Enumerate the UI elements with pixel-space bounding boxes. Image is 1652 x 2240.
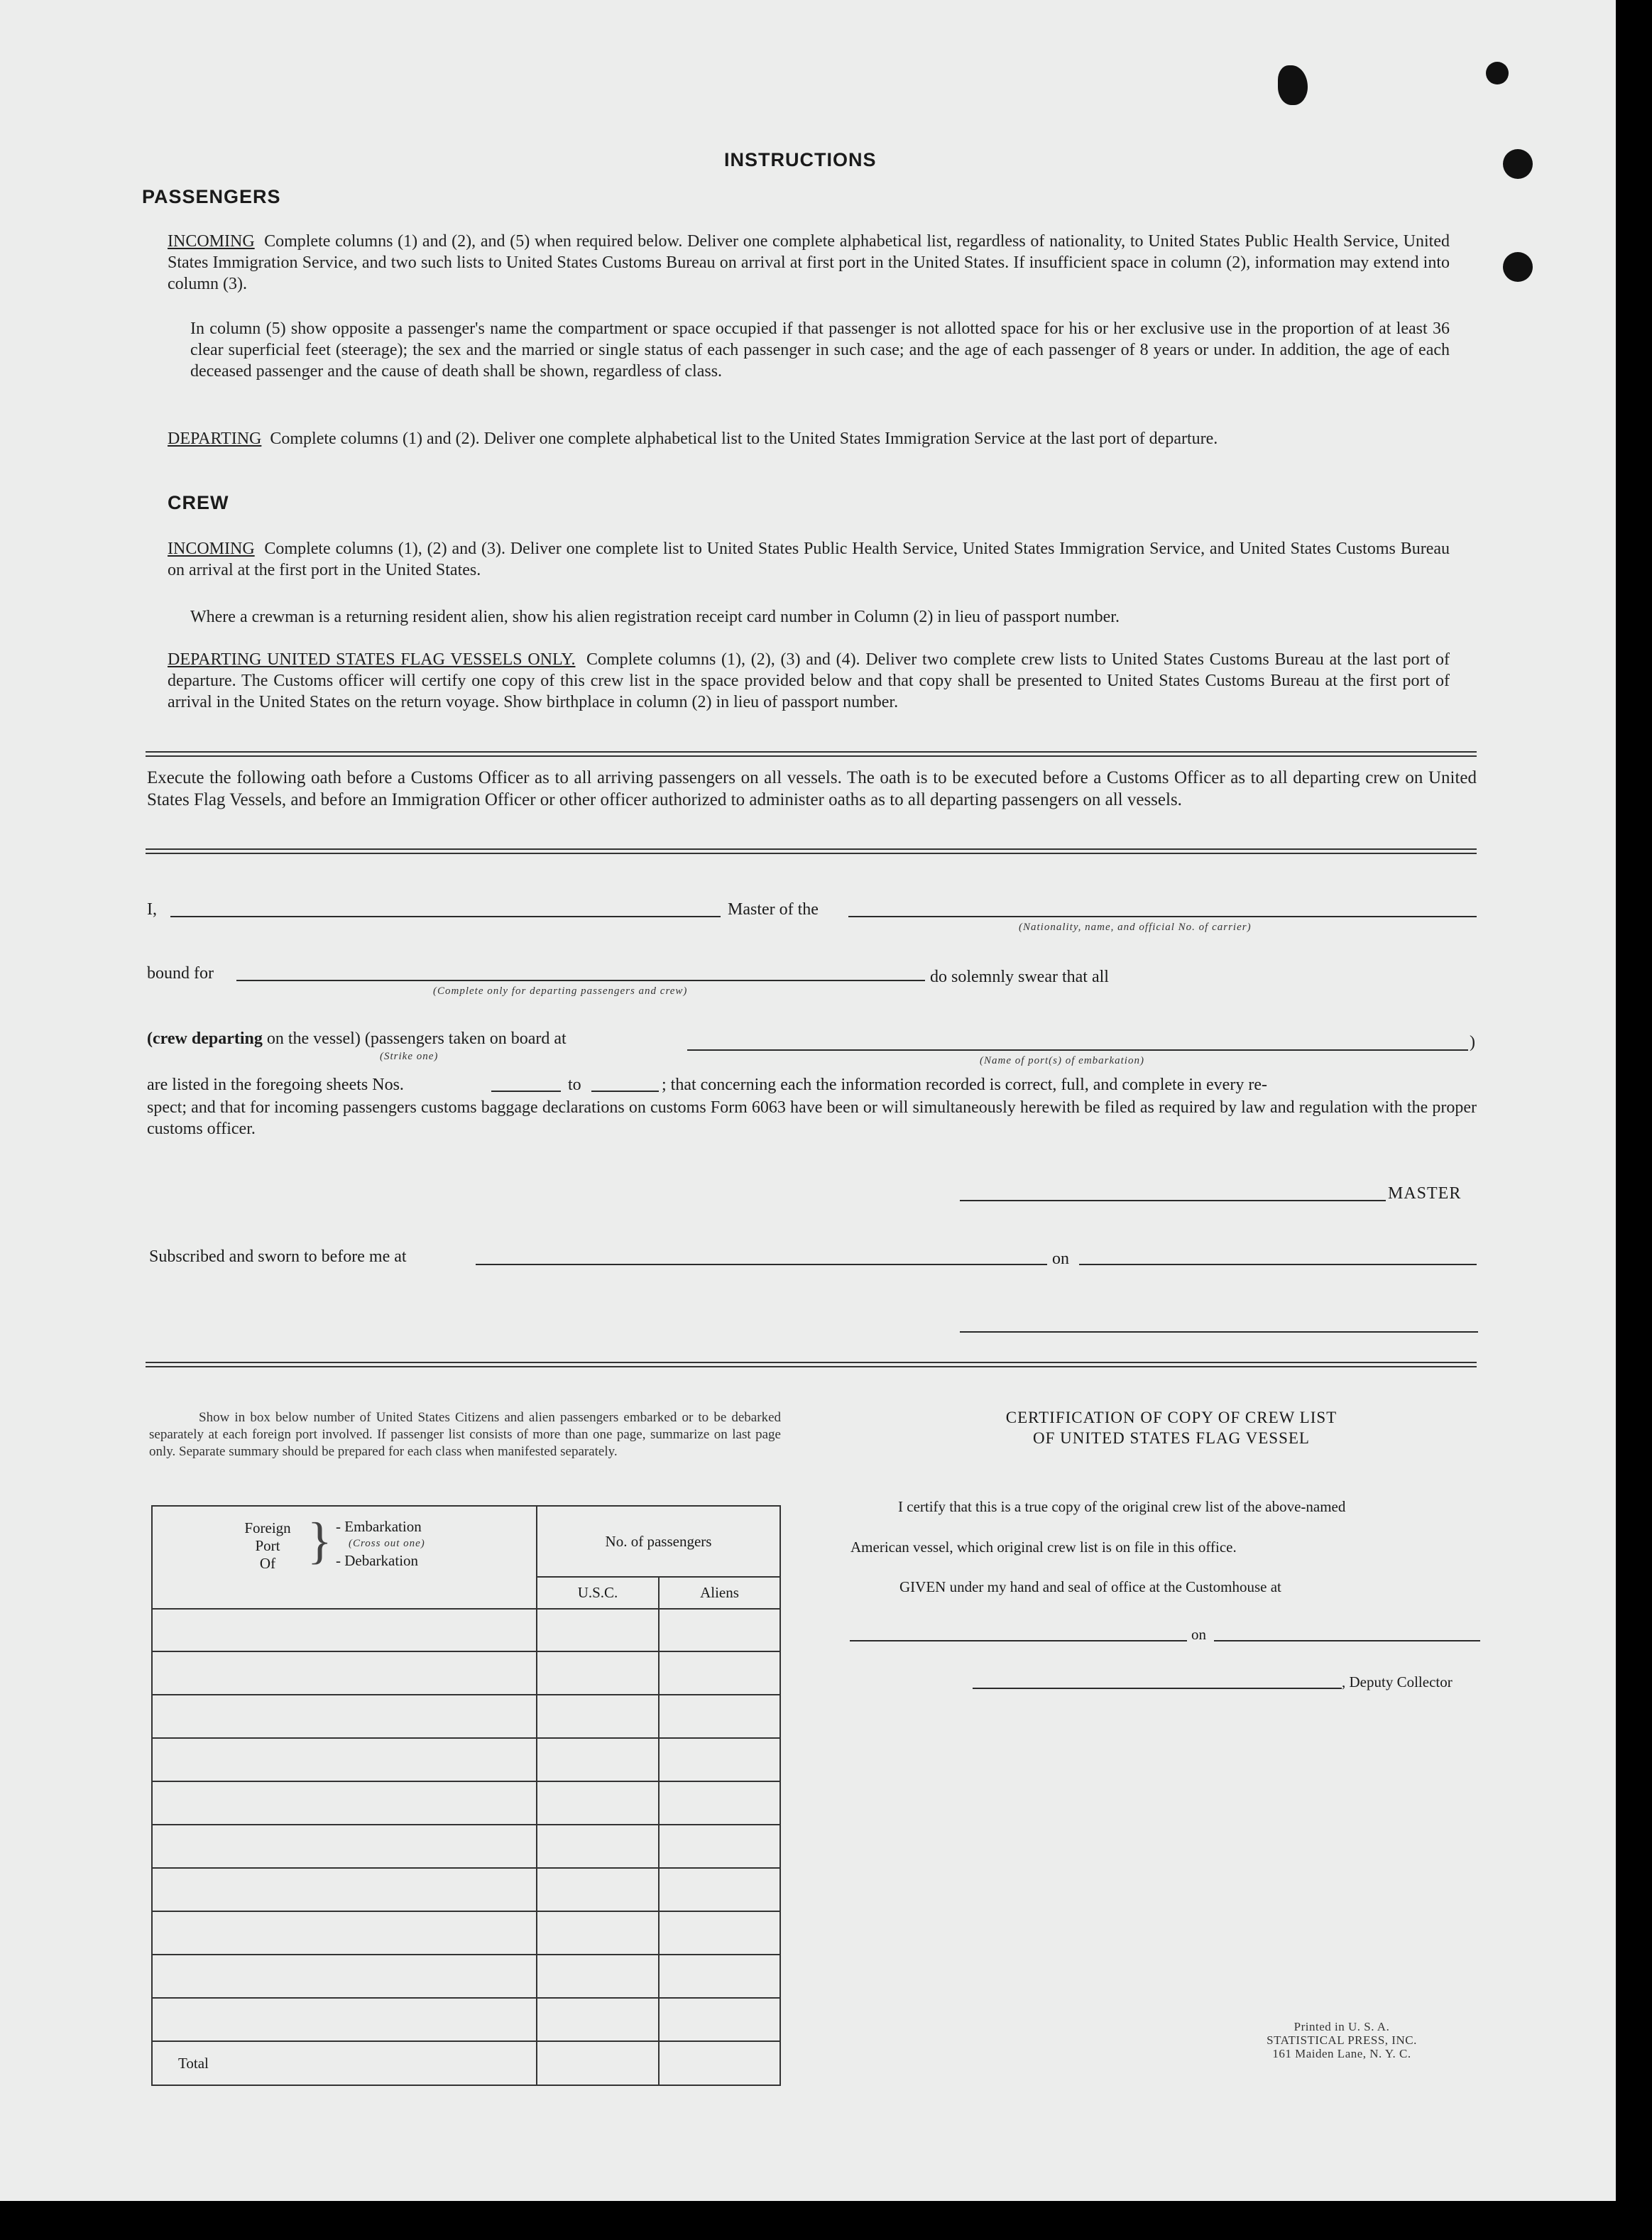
punch-hole — [1503, 149, 1533, 179]
incoming-label: INCOMING — [168, 232, 255, 251]
usc-cell[interactable] — [537, 1781, 659, 1825]
aliens-cell[interactable] — [659, 1955, 780, 1998]
carrier-field[interactable] — [848, 916, 1477, 917]
usc-cell[interactable] — [537, 1695, 659, 1738]
aliens-cell[interactable] — [659, 1868, 780, 1911]
passenger-summary-table — [151, 1505, 781, 2086]
port-cell[interactable] — [152, 1695, 537, 1738]
certify-line2: American vessel, which original crew list is on file in this office. — [850, 1539, 1237, 1556]
departing-label: DEPARTING — [168, 430, 262, 448]
bound-for-label: bound for — [147, 964, 214, 983]
foreign-label: Foreign — [244, 1519, 291, 1536]
passengers-heading: PASSENGERS — [142, 186, 281, 207]
sworn-on-label: on — [1052, 1250, 1069, 1268]
usc-cell[interactable] — [537, 1998, 659, 2041]
master-signature-label: MASTER — [1388, 1184, 1462, 1203]
divider — [146, 853, 1477, 854]
divider — [146, 1366, 1477, 1367]
crew-incoming-text: Complete columns (1), (2) and (3). Deliver one complete list to United States Public Health Service, United States Immigration Service, and United States Customs Bureau on arrival at the first port in the United States. — [168, 540, 1450, 579]
port-cell[interactable] — [152, 1998, 537, 2041]
sworn-date-field[interactable] — [1079, 1264, 1477, 1265]
aliens-cell[interactable] — [659, 1911, 780, 1955]
bound-caption: (Complete only for departing passengers and crew) — [433, 985, 688, 997]
usc-cell[interactable] — [537, 1651, 659, 1695]
oath-intro: Execute the following oath before a Customs Officer as to all arriving passengers on all vessels. The oath is to be executed before a Customs Officer as to all departing crew on United States Flag Vessels, and before an Immigration Officer or other officer authorized to administer oaths as to all departing passengers on all vessels. — [147, 768, 1477, 809]
embarkation-port-field[interactable] — [687, 1049, 1468, 1051]
i-label: I, — [147, 900, 157, 919]
cert-on-label: on — [1191, 1626, 1206, 1643]
port-cell[interactable] — [152, 1609, 537, 1651]
usc-cell[interactable] — [537, 1911, 659, 1955]
master-signature-field[interactable] — [960, 1200, 1386, 1201]
passengers-taken: (passengers taken on board at — [364, 1029, 567, 1048]
usc-cell[interactable] — [537, 1868, 659, 1911]
debarkation-label[interactable]: - Debarkation — [336, 1552, 419, 1569]
certification-title-line2: OF UNITED STATES FLAG VESSEL — [1033, 1429, 1310, 1447]
port-cell[interactable] — [152, 1911, 537, 1955]
crew-incoming-paragraph — [168, 538, 1450, 581]
aliens-cell[interactable] — [659, 1825, 780, 1868]
instructions-title: INSTRUCTIONS — [724, 149, 877, 170]
usc-header: U.S.C. — [537, 1577, 659, 1609]
sheets-label: are listed in the foregoing sheets Nos. — [147, 1076, 404, 1094]
customhouse-field[interactable] — [850, 1640, 1187, 1641]
crew-departing-text: Complete columns (1), (2), (3) and (4). Deliver two complete crew lists to United States Customs Bureau at the last port of departure. The Customs officer will certify one copy of this crew list in the space provided below and that copy shall be presented to United States Customs Bureau at the first port of arrival in the United States on the return voyage. Show birthplace in column (2) in lieu of passport number. — [168, 650, 1450, 711]
departing-text: Complete columns (1) and (2). Deliver one complete alphabetical list to the United States Immigration Service at the last port of departure. — [270, 430, 1218, 448]
sheet-from-field[interactable] — [491, 1091, 561, 1092]
port-cell[interactable] — [152, 1868, 537, 1911]
total-label: Total — [152, 2041, 537, 2085]
port-cell[interactable] — [152, 1825, 537, 1868]
cert-date-field[interactable] — [1214, 1640, 1480, 1641]
punch-hole — [1486, 62, 1509, 84]
on-the-vessel: on the vessel) — [266, 1029, 361, 1048]
master-of-the-label: Master of the — [728, 900, 819, 919]
to-label: to — [568, 1076, 581, 1094]
close-paren: ) — [1470, 1033, 1475, 1051]
punch-hole — [1503, 252, 1533, 282]
aliens-cell[interactable] — [659, 1651, 780, 1695]
port-cell[interactable] — [152, 1651, 537, 1695]
deputy-signature-field[interactable] — [973, 1688, 1342, 1689]
listed-rest: ; that concerning each the information recorded is correct, full, and complete in every re- — [662, 1076, 1267, 1094]
printer-line3: 161 Maiden Lane, N. Y. C. — [1272, 2047, 1411, 2060]
aliens-cell[interactable] — [659, 1738, 780, 1781]
aliens-header: Aliens — [659, 1577, 780, 1609]
incoming-text: Complete columns (1) and (2), and (5) when required below. Deliver one complete alphabetical list, regardless of nationality, to United States Public Health Service, United States Immigration Service, and two such lists to United States Customs Bureau on arrival at first port in the United States. If insufficient space in column (2), information may extend into column (3). — [168, 232, 1450, 293]
brace-icon: } — [307, 1512, 332, 1569]
carrier-caption: (Nationality, name, and official No. of carrier) — [1019, 922, 1252, 933]
embark-debark — [336, 1518, 425, 1569]
aliens-cell[interactable] — [659, 1998, 780, 2041]
embarkation-label[interactable]: - Embarkation — [336, 1518, 422, 1535]
cross-out-caption: (Cross out one) — [349, 1538, 425, 1549]
sworn-place-field[interactable] — [476, 1264, 1047, 1265]
sheet-to-field[interactable] — [591, 1091, 659, 1092]
divider — [146, 751, 1477, 753]
usc-cell[interactable] — [537, 1955, 659, 1998]
crew-heading: CREW — [168, 492, 229, 513]
port-cell[interactable] — [152, 1781, 537, 1825]
no-of-passengers-header: No. of passengers — [537, 1506, 780, 1577]
bound-for-field[interactable] — [236, 980, 925, 981]
crew-departing-label: DEPARTING UNITED STATES FLAG VESSELS ONLY. — [168, 650, 576, 669]
usc-cell[interactable] — [537, 1609, 659, 1651]
usc-cell[interactable] — [537, 1738, 659, 1781]
crew-incoming-label: INCOMING — [168, 540, 255, 558]
officer-signature-field[interactable] — [960, 1331, 1478, 1333]
foreign-port-of — [239, 1519, 296, 1573]
ink-blot — [1278, 65, 1308, 105]
divider — [146, 848, 1477, 850]
crew-passenger-line — [147, 1029, 567, 1049]
given-line: GIVEN under my hand and seal of office at the Customhouse at — [899, 1578, 1281, 1595]
certification-title — [951, 1407, 1391, 1448]
certification-title-line1: CERTIFICATION OF COPY OF CREW LIST — [1005, 1409, 1338, 1426]
of-label: Of — [259, 1555, 276, 1572]
aliens-cell[interactable] — [659, 1781, 780, 1825]
crewman-paragraph: Where a crewman is a returning resident alien, show his alien registration receipt card number in Column (2) in lieu of passport number. — [190, 608, 1120, 626]
port-cell[interactable] — [152, 1955, 537, 1998]
passengers-departing-paragraph — [168, 428, 1450, 449]
ports-caption: (Name of port(s) of embarkation) — [980, 1055, 1144, 1066]
aliens-cell[interactable] — [659, 1609, 780, 1651]
usc-total-cell[interactable] — [537, 2041, 659, 2085]
crew-departing-option: (crew departing — [147, 1029, 263, 1048]
printer-line1: Printed in U. S. A. — [1293, 2020, 1390, 2033]
subscribed-label: Subscribed and sworn to before me at — [149, 1247, 407, 1266]
certify-line1: I certify that this is a true copy of the original crew list of the above-named — [898, 1498, 1346, 1515]
divider — [146, 1362, 1477, 1363]
strike-one-caption: (Strike one) — [380, 1051, 439, 1062]
column5-paragraph: In column (5) show opposite a passenger's name the compartment or space occupied if that passenger is not allotted space for his or her exclusive use in the proportion of at least 36 clear superficial feet (steerage); the sex and the married or single status of each passenger in such case; and the age of each passenger of 8 years or under. In addition, the age of each deceased passenger and the cause of death shall be shown, regardless of class. — [190, 319, 1450, 381]
usc-cell[interactable] — [537, 1825, 659, 1868]
aliens-total-cell[interactable] — [659, 2041, 780, 2085]
listed-cont: spect; and that for incoming passengers customs baggage declarations on customs Form 6063 have been or will simultaneously herewith be filed as required by law and regulation with the proper customs officer. — [147, 1098, 1477, 1138]
printer-imprint — [1249, 2020, 1434, 2060]
crew-departing-paragraph — [168, 649, 1450, 713]
port-header-cell — [152, 1506, 537, 1609]
port-cell[interactable] — [152, 1738, 537, 1781]
summary-note: Show in box below number of United States Citizens and alien passengers embarked or to be debarked separately at each foreign port involved. If passenger list consists of more than one page, summarize on last page only. Separate summary should be prepared for each class when manifested separately. — [149, 1410, 781, 1459]
divider — [146, 755, 1477, 757]
deputy-collector-label: , Deputy Collector — [1342, 1673, 1453, 1690]
aliens-cell[interactable] — [659, 1695, 780, 1738]
passengers-incoming-paragraph — [168, 231, 1450, 295]
printer-line2: STATISTICAL PRESS, INC. — [1267, 2033, 1417, 2047]
port-label: Port — [255, 1537, 280, 1554]
swear-label: do solemnly swear that all — [930, 968, 1109, 986]
master-name-field[interactable] — [170, 916, 721, 917]
